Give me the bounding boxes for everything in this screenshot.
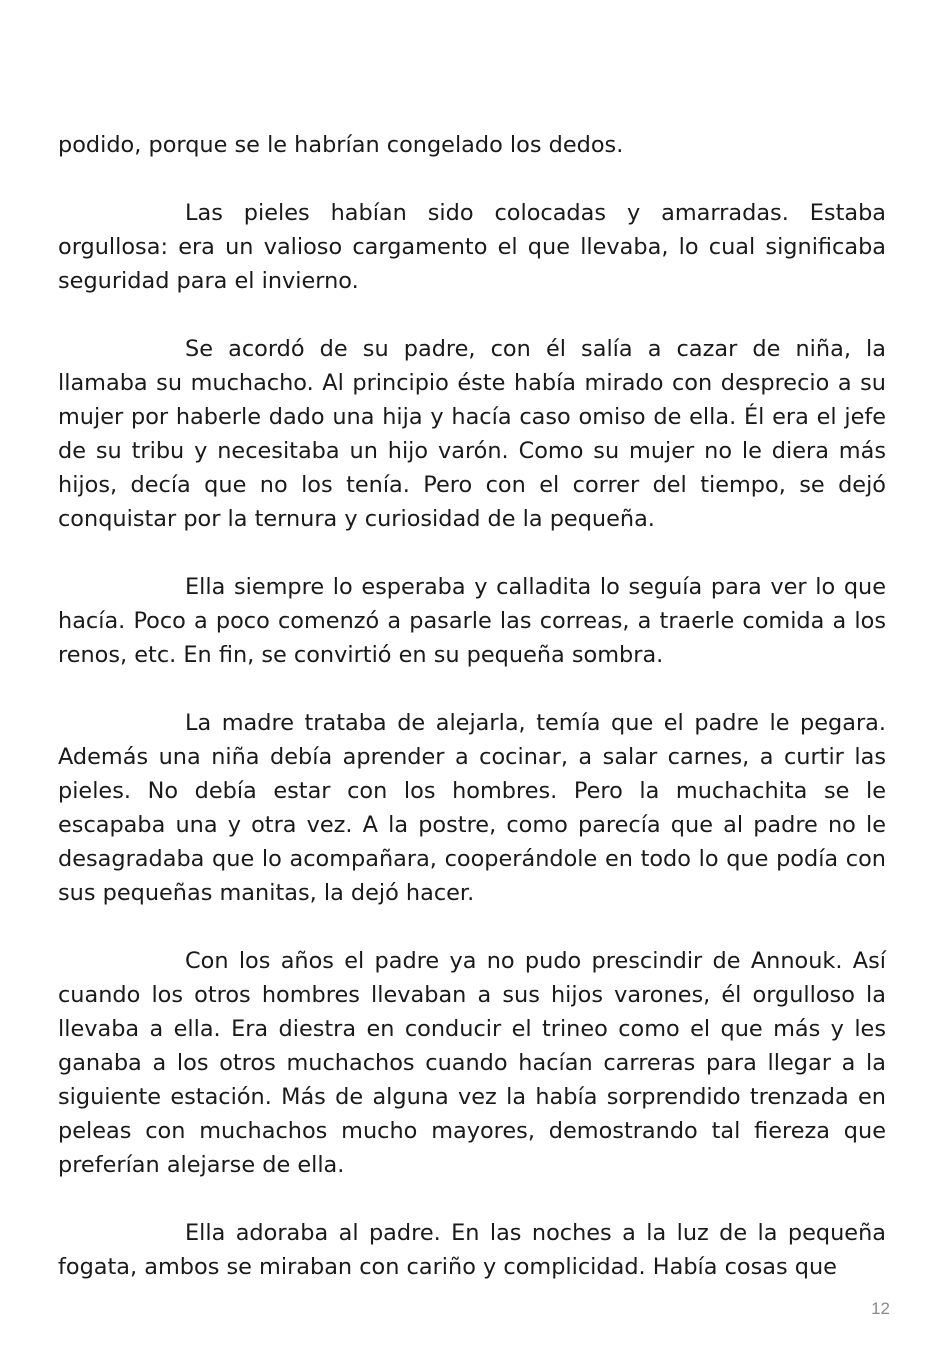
paragraph: Con los años el padre ya no pudo prescindir de Annouk. Así cuando los otros hombres llevaban a sus hijos varones, él orgulloso la llevaba a ella. Era diestra en conducir el trineo como el que más y les ganaba a los otros muchachos cuando hacían carreras para llegar a la siguiente estación. Más de alguna vez la había sorprendido trenzada en peleas con muchachos mucho mayores, demostrando tal fiereza que preferían alejarse de ella. bbox=[58, 948, 886, 1178]
paragraph: Las pieles habían sido colocadas y amarradas. Estaba orgullosa: era un valioso cargamento el que llevaba, lo cual significaba seguridad para el invierno. bbox=[58, 200, 886, 294]
paragraph-continuation: podido, porque se le habrían congelado los dedos. bbox=[58, 132, 624, 158]
paragraph: Ella siempre lo esperaba y calladita lo seguía para ver lo que hacía. Poco a poco comenzó a pasarle las correas, a traerle comida a los renos, etc. En fin, se convirtió en su pequeña sombra. bbox=[58, 574, 886, 668]
paragraph: Se acordó de su padre, con él salía a cazar de niña, la llamaba su muchacho. Al principio éste había mirado con desprecio a su mujer por haberle dado una hija y hacía caso omiso de ella. Él era el jefe de su tribu y necesitaba un hijo varón. Como su mujer no le diera más hijos, decía que no los tenía. Pero con el correr del tiempo, se dejó conquistar por la ternura y curiosidad de la pequeña. bbox=[58, 336, 886, 532]
paragraph: La madre trataba de alejarla, temía que el padre le pegara. Además una niña debía aprender a cocinar, a salar carnes, a curtir las pieles. No debía estar con los hombres. Pero la muchachita se le escapaba una y otra vez. A la postre, como parecía que al padre no le desagradaba que lo acompañara, cooperándole en todo lo que podía con sus pequeñas manitas, la dejó hacer. bbox=[58, 710, 886, 906]
page-number: 12 bbox=[871, 1299, 890, 1318]
paragraph: Ella adoraba al padre. En las noches a la luz de la pequeña fogata, ambos se miraban con cariño y complicidad. Había cosas que bbox=[58, 1220, 886, 1280]
body-text bbox=[58, 128, 886, 1318]
